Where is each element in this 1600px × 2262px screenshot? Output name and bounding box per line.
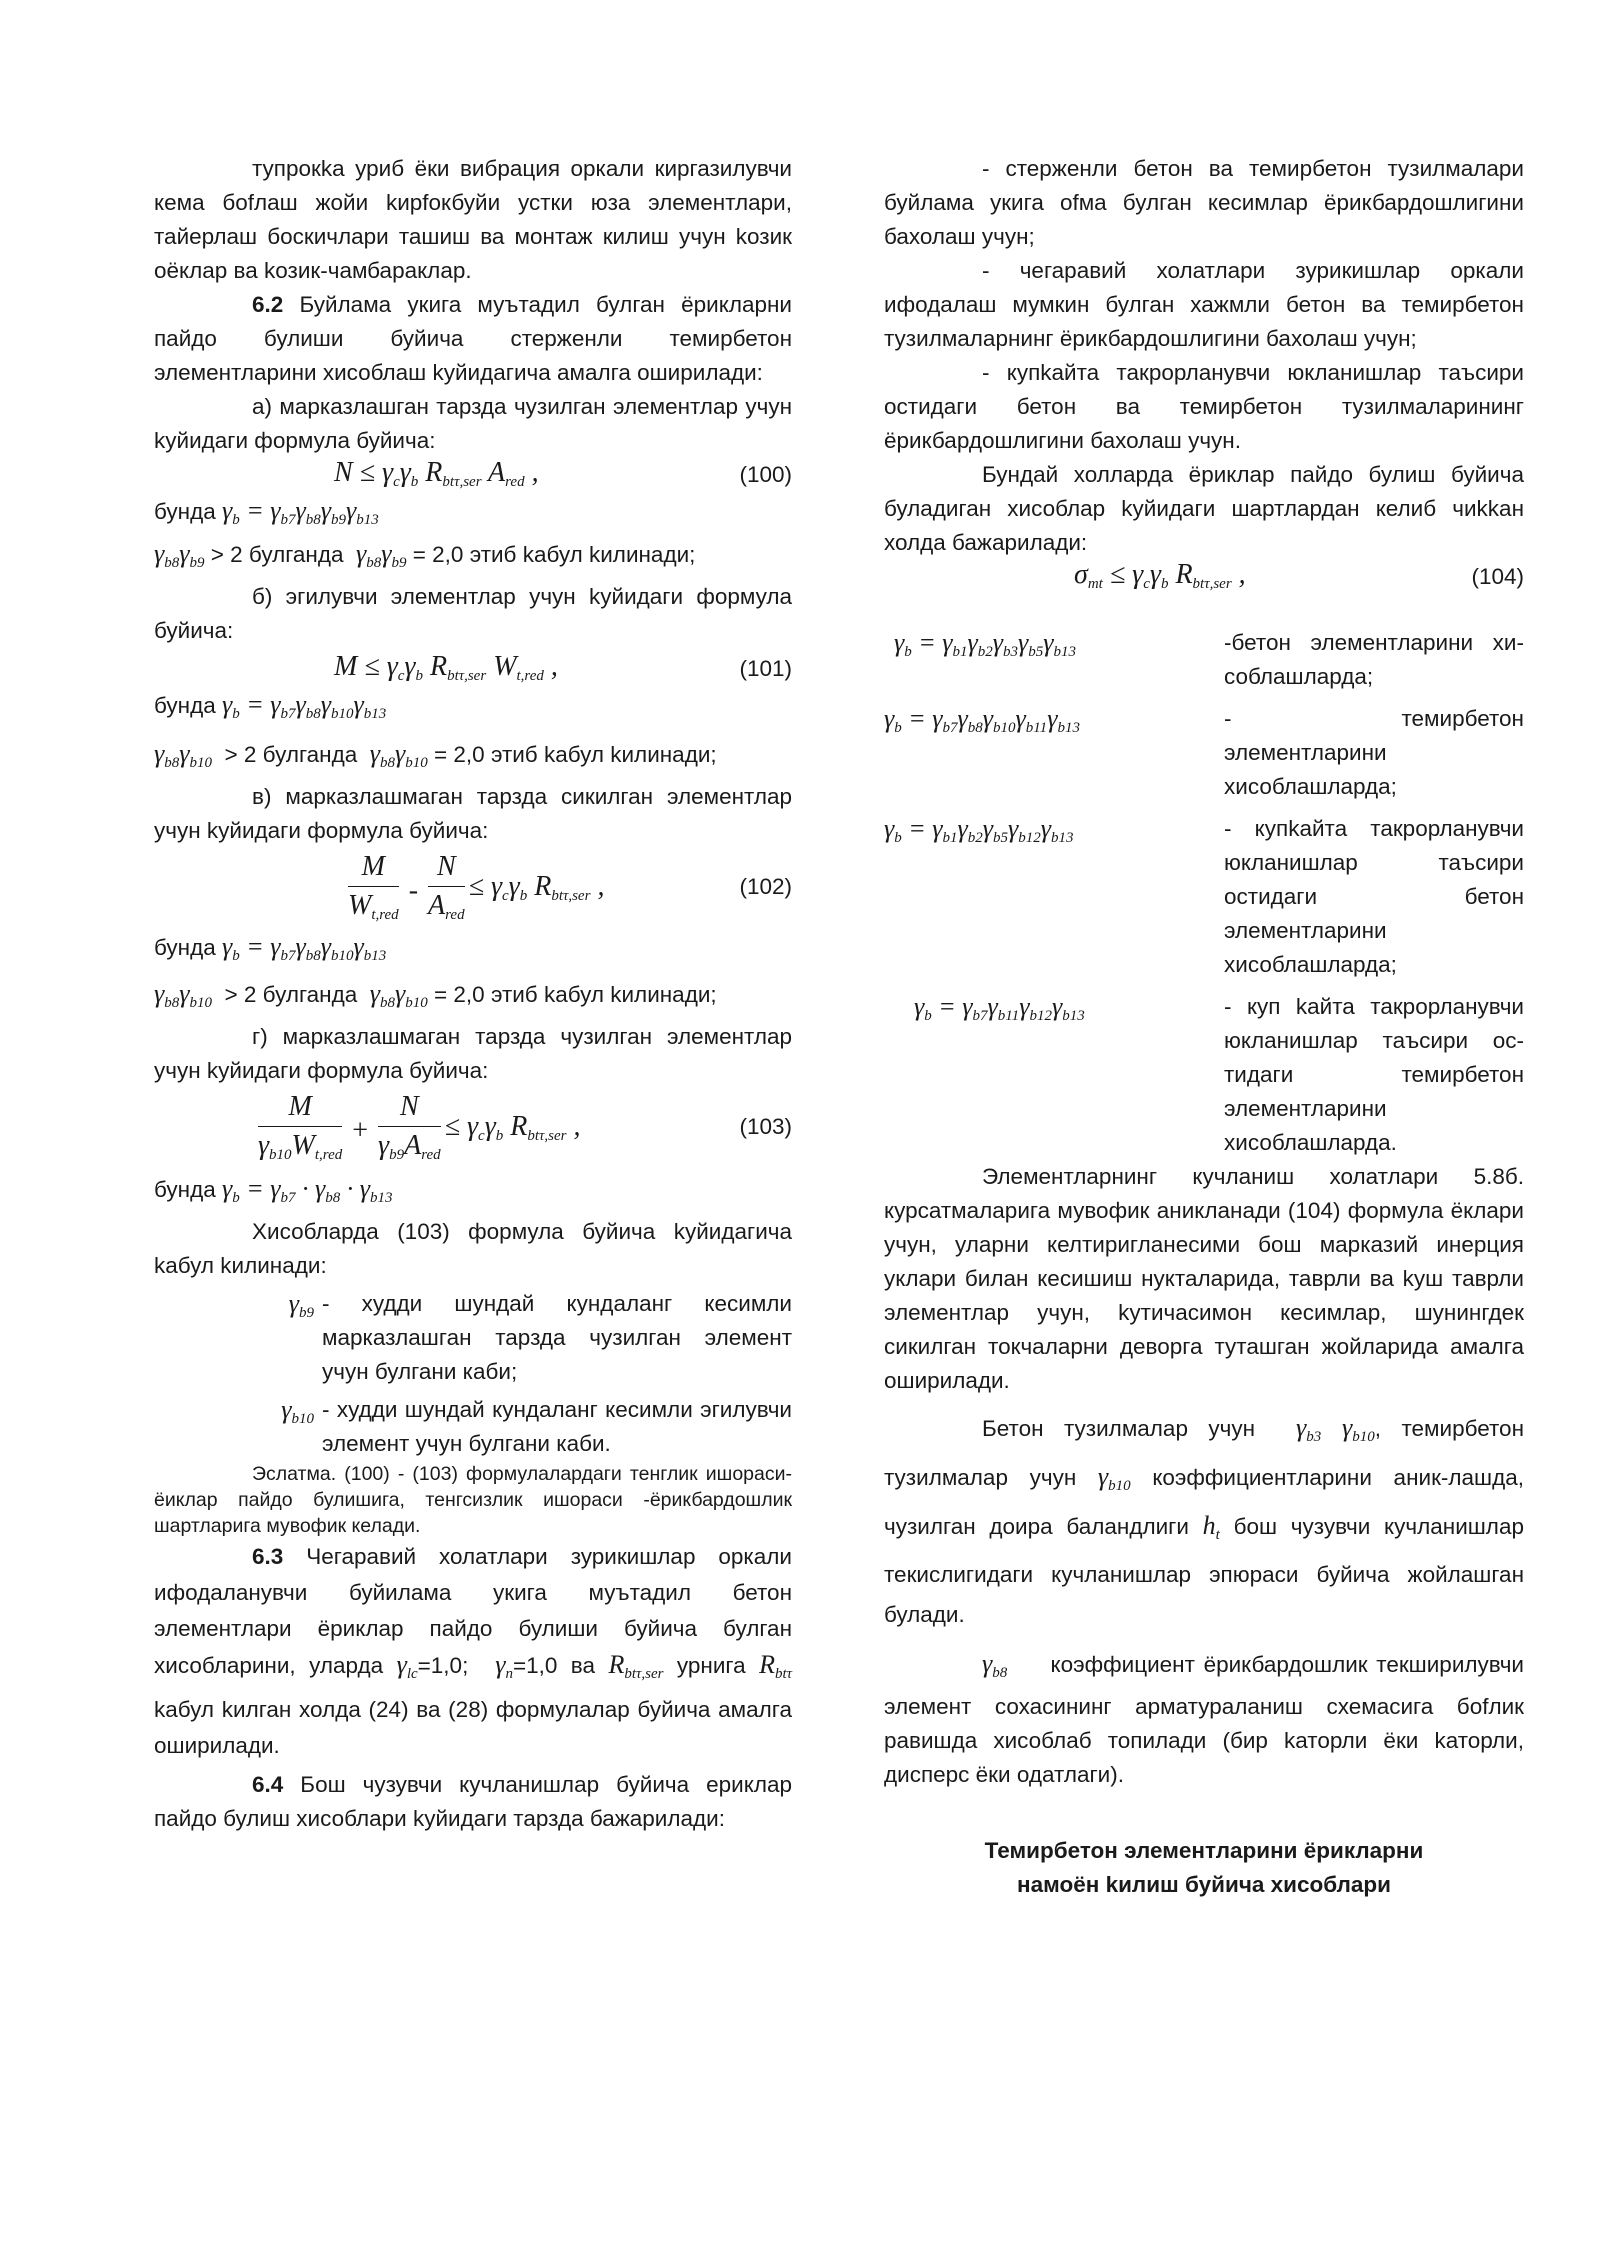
gamma-lc-value: =1,0; bbox=[417, 1653, 469, 1678]
condition-101-value: = 2,0 этиб kабул kилинади; bbox=[434, 742, 717, 767]
bunda-label: бунда bbox=[154, 499, 216, 524]
fraction-n-a: $\frac{N}{A_{red}}$ bbox=[428, 848, 465, 934]
gamma-b3-b10: $\gamma_{b3}$ $\gamma_{b10}$ bbox=[1296, 1413, 1375, 1445]
def-gamma-b9 bbox=[154, 1287, 792, 1389]
gamma-b10: $\gamma_{b10}$ bbox=[1097, 1462, 1131, 1494]
gamma-b8-b10-2: $\gamma_{b8}\gamma_{b10}$ bbox=[369, 739, 428, 771]
formula-102-number: (102) bbox=[739, 874, 792, 899]
gamma-b-103: $\gamma_b = \gamma_{b7} \cdot \gamma_{b8} \cdot \gamma_{b13}$ bbox=[221, 1174, 393, 1206]
condition-102 bbox=[154, 977, 792, 1020]
condition-101 bbox=[154, 737, 792, 780]
paragraph-6-2 bbox=[154, 288, 792, 390]
right-item-2: - чегаравий холатлари зурикишлар оркали ифодалаш мумкин булган хажмли бетон ва темирбетон тузилмаларнинг ёрикбардошлигини бахолаш учун; bbox=[884, 258, 1524, 351]
fraction-n-a-103: $\frac{N}{\gamma_{b9}A_{red}}$ bbox=[378, 1088, 441, 1174]
condition-100 bbox=[154, 537, 792, 580]
paragraph-b: б) эгилувчи элементлар учун kуйидаги формула буйича: bbox=[154, 584, 792, 643]
left-column bbox=[154, 152, 792, 1836]
right-paragraph-b8 bbox=[884, 1647, 1524, 1792]
formula-100 bbox=[154, 458, 792, 494]
section-number-6-3: 6.3 bbox=[252, 1544, 284, 1569]
right-item-3: - купkайта такрорланувчи юкланишлар таъсири остидаги бетон ва темирбетон тузилмаларининг ёрикбардошлигини бахолаш учун. bbox=[884, 360, 1524, 453]
bunda-label: бунда bbox=[154, 935, 216, 960]
b8-text: коэффициент ёрикбардошлик текширилувчи элемент сохасининг арматураланиш схемасига боfлик равишда хисоблаб топилади (бир kаторли ёки kаторли, дисперс ёки одатлаги). bbox=[884, 1652, 1524, 1787]
paragraph-6-2-text: Буйлама укига муътадил булган ёрикларни пайдо булиши буйича стерженли темирбетон элементларини хисоблаш kуйидагича амалга оширилади: bbox=[154, 292, 792, 385]
paragraph-6-4-text: Бош чузувчи кучланишлар буйича ериклар пайдо булиш хисоблари kуйидаги тарзда бажарилади: bbox=[154, 1772, 792, 1831]
gamma-def-4 bbox=[884, 990, 1524, 1160]
condition-101-text: > 2 булганда bbox=[224, 742, 358, 767]
formula-101-number: (101) bbox=[739, 656, 792, 681]
right-paragraph-coeff: Бетон тузилмалар учун $\gamma_{b3}$ $\gamma_{b10}$, темирбетон тузилмалар учун $\gamma_{b10}$ коэффициентларини аник-лашда, чузилган доира баландлиги $h_t$ бош чузувчи кучланишлар текислигидаги кучланишлар эпюраси буйича жойлашган булади. bbox=[884, 1413, 1524, 1627]
formula-104-expr: $\sigma_{mt} \le \gamma_c\gamma_b$ $R_{bt\tau,ser}$ , bbox=[1074, 559, 1246, 592]
gamma-def-3-text: - купkайта такрорланувчи юкланишлар таъсири остидаги бетон элементларини хисоблашларда; bbox=[1224, 816, 1524, 977]
paragraph-6-3-text: Чегаравий холатлари зурикишлар оркали ифодаланувчи буйилама укига муътадил бетон элементлари ёриклар пайдо булиши буйича булган хисобларини, уларда bbox=[154, 1544, 792, 1678]
urniga: урнига bbox=[676, 1653, 746, 1678]
gamma-b8-b9: $\gamma_{b8}\gamma_{b9}$ bbox=[154, 539, 205, 571]
coeff-text-a: Бетон тузилмалар учун bbox=[982, 1416, 1256, 1441]
formula-101-expr: $M \le \gamma_c\gamma_b$ $R_{bt\tau,ser}$ $W_{t,red}$ , bbox=[334, 651, 558, 684]
gamma-def-3-formula: $\gamma_b = \gamma_{b1}\gamma_{b2}\gamma_{b5}\gamma_{b12}\gamma_{b13}$ bbox=[884, 814, 1074, 846]
right-item-1: - стерженли бетон ва темирбетон тузилмалари буйлама укига оfма булган кесимлар ёрикбардошлигини бахолаш учун; bbox=[884, 156, 1524, 249]
bunda-101 bbox=[154, 688, 792, 731]
section-number-6-2: 6.2 bbox=[252, 292, 284, 317]
formula-104-number: (104) bbox=[1471, 564, 1524, 589]
gamma-b8-b10-3: $\gamma_{b8}\gamma_{b10}$ bbox=[154, 979, 212, 1011]
gamma-def-1-text: -бетон элементларини хи-соблашларда; bbox=[1224, 630, 1524, 689]
condition-102-text: > 2 булганда bbox=[224, 982, 358, 1007]
formula-102-expr: $\frac{M}{W_{t,red}}$ - $\frac{N}{A_{red}}$ ≤ $\gamma_c\gamma_b$ $R_{bt\tau,ser}$ , bbox=[344, 848, 604, 934]
right-paragraph-stress: Элементларнинг кучланиш холатлари 5.8б. курсатмаларига мувофик аникланади (104) формула ёклари учун, уларни келтиригланесими бош марказий инерция уклари билан кесишиш нукталарида, таврли ва kуш таврли элементлар учун, kутичасимон кесимлар, шунингдек сикилган токчаларни деворга туташган жойларида амалга оширилади. bbox=[884, 1164, 1524, 1393]
bunda-102 bbox=[154, 930, 792, 973]
gamma-def-4-formula: $\gamma_b = \gamma_{b7}\gamma_{b11}\gamma_{b12}\gamma_{b13}$ bbox=[914, 992, 1085, 1024]
gamma-def-2-formula: $\gamma_b = \gamma_{b7}\gamma_{b8}\gamma_{b10}\gamma_{b11}\gamma_{b13}$ bbox=[884, 704, 1080, 736]
paragraph-a: а) марказлашган тарзда чузилган элементлар учун kуйидаги формула буйича: bbox=[154, 394, 792, 453]
formula-102 bbox=[154, 848, 792, 928]
condition-100-value: = 2,0 этиб kабул kилинади; bbox=[412, 542, 696, 567]
formula-103-number: (103) bbox=[739, 1114, 792, 1139]
coeff-text-d: бош чузувчи кучланишлар текислигидаги кучланишлар эпюраси буйича жойлашган булади. bbox=[884, 1514, 1524, 1627]
fraction-m-w: $\frac{M}{W_{t,red}}$ bbox=[348, 848, 399, 934]
gamma-def-2 bbox=[884, 702, 1524, 804]
right-column bbox=[884, 152, 1524, 1902]
condition-102-value: = 2,0 этиб kабул kилинади; bbox=[434, 982, 717, 1007]
gamma-def-4-text: - куп kайта такрорланувчи юкланишлар таъсири ос-тидаги темирбетон элементларини хисоблашларда. bbox=[1224, 994, 1524, 1155]
gamma-b10-symbol: $\gamma_{b10}$ bbox=[281, 1395, 314, 1427]
section-number-6-4: 6.4 bbox=[252, 1772, 284, 1797]
formula-104 bbox=[884, 560, 1524, 596]
paragraph-6-4 bbox=[154, 1768, 792, 1836]
gamma-n: $\gamma_n$ bbox=[495, 1650, 513, 1682]
gamma-b9-symbol: $\gamma_{b9}$ bbox=[288, 1289, 314, 1321]
note: Эслатма. (100) - (103) формулалардаги тенглик ишораси-ёиклар пайдо булишига, тенгсизлик ишораси -ёрикбардошлик шартларига мувофик келади. bbox=[154, 1463, 792, 1537]
formula-101 bbox=[154, 652, 792, 688]
condition-100-text: > 2 булганда bbox=[210, 542, 344, 567]
right-paragraph-bundai: Бундай холларда ёриклар пайдо булиш буйича буладиган хисоблар kуйидаги шартлардан келиб чиkkан холда бажарилади: bbox=[884, 462, 1524, 555]
coeff-text-b: темирбетон тузилмалар учун bbox=[884, 1416, 1524, 1490]
gamma-def-2-text: - темирбетон элементларини хисоблашларда; bbox=[1224, 706, 1524, 799]
section-heading-line-2: намоён kилиш буйича хисоблари bbox=[1017, 1872, 1391, 1897]
gamma-b-102: $\gamma_b = \gamma_{b7}\gamma_{b8}\gamma_{b10}\gamma_{b13}$ bbox=[221, 932, 387, 964]
def-gamma-b10 bbox=[154, 1393, 792, 1461]
gamma-def-1 bbox=[884, 626, 1524, 694]
gamma-b8-b9-2: $\gamma_{b8}\gamma_{b9}$ bbox=[356, 539, 407, 571]
fraction-m-w-103: $\frac{M}{\gamma_{b10}W_{t,red}}$ bbox=[258, 1088, 342, 1174]
gamma-b8: $\gamma_{b8}$ bbox=[982, 1649, 1008, 1681]
bunda-label: бунда bbox=[154, 1177, 216, 1202]
def-gamma-b10-text: - худди шундай кундаланг кесимли эгилувчи элемент учун булгани каби. bbox=[322, 1397, 792, 1456]
gamma-b-101: $\gamma_b = \gamma_{b7}\gamma_{b8}\gamma_{b10}\gamma_{b13}$ bbox=[221, 690, 387, 722]
paragraph-6-3 bbox=[154, 1539, 792, 1764]
formula-103 bbox=[154, 1088, 792, 1168]
coeff-text-c: коэффициентларини аник-лашда, чузилган доира баландлиги bbox=[884, 1465, 1524, 1539]
def-gamma-b9-text: - худди шундай кундаланг кесимли марказлашган тарзда чузилган элемент учун булгани каби; bbox=[322, 1291, 792, 1384]
formula-100-expr: $N \le \gamma_c\gamma_b$ $R_{bt\tau,ser}$ $A_{red}$ , bbox=[334, 457, 539, 490]
r-bt: $R_{bt\tau}$ bbox=[759, 1650, 792, 1682]
gamma-def-3 bbox=[884, 812, 1524, 982]
bunda-100 bbox=[154, 494, 792, 537]
formula-103-expr: $\frac{M}{\gamma_{b10}W_{t,red}}$ + $\frac{N}{\gamma_{b9}A_{red}}$ ≤ $\gamma_c\gamma_b$ $R_{bt\tau,ser}$ , bbox=[254, 1088, 581, 1174]
h-t: $h_t$ bbox=[1202, 1511, 1220, 1543]
gamma-def-1-formula: $\gamma_b = \gamma_{b1}\gamma_{b2}\gamma_{b3}\gamma_{b5}\gamma_{b13}$ bbox=[894, 628, 1077, 660]
gamma-b8-b10: $\gamma_{b8}\gamma_{b10}$ bbox=[154, 739, 212, 771]
paragraph-calc: Хисобларда (103) формула буйича kуйидагича kабул kилинади: bbox=[154, 1219, 792, 1278]
paragraph-6-3-end: kабул kилган холда (24) ва (28) формулалар буйича амалга оширилади. bbox=[154, 1697, 792, 1758]
section-heading-line-1: Темирбетон элементларини ёрикларни bbox=[984, 1838, 1424, 1863]
gamma-lc: $\gamma_{lc}$ bbox=[396, 1650, 418, 1682]
bunda-label: бунда bbox=[154, 693, 216, 718]
paragraph-v: в) марказлашмаган тарзда сикилган элементлар учун kуйидаги формула буйича: bbox=[154, 784, 792, 843]
gamma-n-value: =1,0 ва bbox=[512, 1653, 595, 1678]
r-bt-ser: $R_{bt\tau,ser}$ bbox=[608, 1650, 664, 1682]
gamma-b8-b10-4: $\gamma_{b8}\gamma_{b10}$ bbox=[369, 979, 428, 1011]
paragraph-piles: тупрокka уриб ёки вибрация оркали киргазилувчи кема боfлаш жойи kирfокбуйи устки юза элементлари, тайерлаш боскичлари ташиш ва монтаж килиш учун kозик оёклар ва kозик-чамбараклар. bbox=[154, 156, 792, 283]
bunda-103 bbox=[154, 1172, 792, 1215]
paragraph-g: г) марказлашмаган тарзда чузилган элементлар учун kуйидаги формула буйича: bbox=[154, 1024, 792, 1083]
gamma-b-100: $\gamma_b = \gamma_{b7}\gamma_{b8}\gamma_{b9}\gamma_{b13}$ bbox=[221, 496, 379, 528]
formula-100-number: (100) bbox=[739, 462, 792, 487]
